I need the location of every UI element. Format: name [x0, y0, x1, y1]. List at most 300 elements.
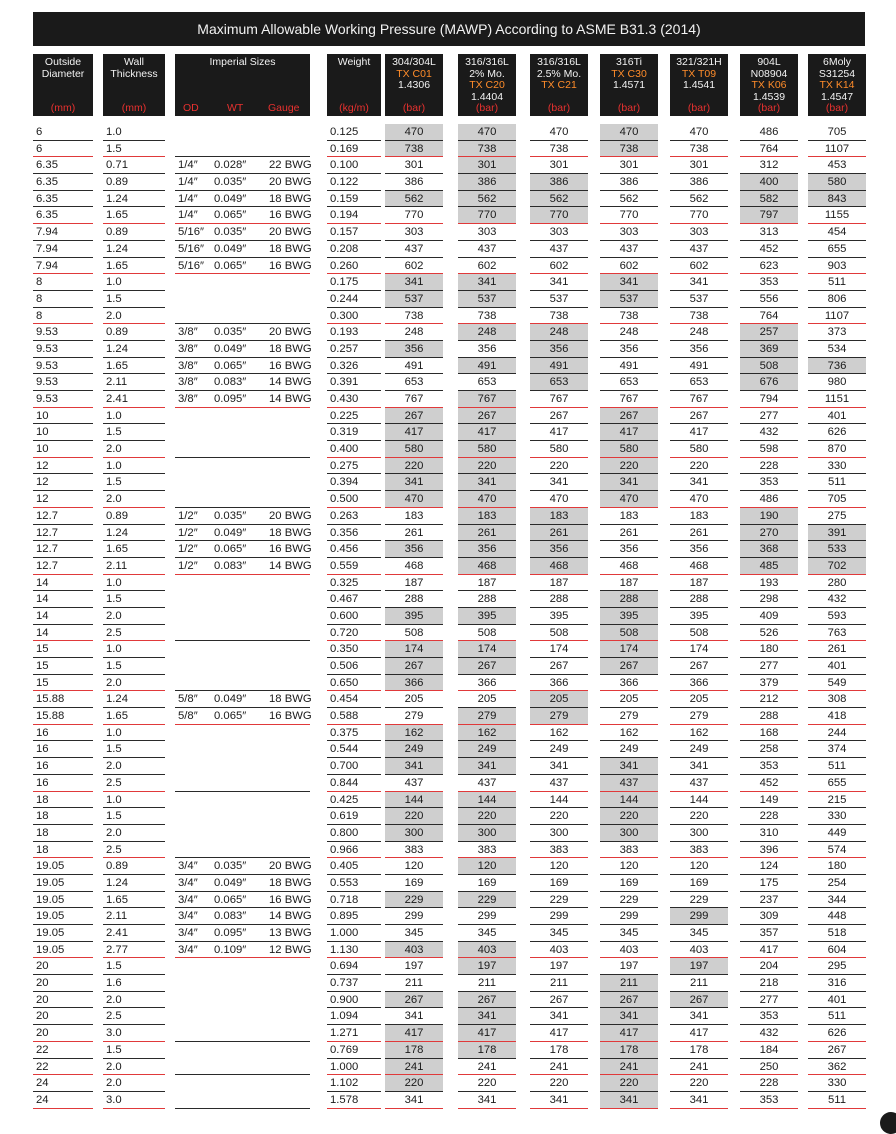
pressure-cell: 341 — [458, 758, 516, 775]
pressure-cell: 205 — [670, 691, 728, 708]
gauge-cell: 16 BWG — [266, 358, 310, 375]
pressure-cell: 277 — [740, 992, 798, 1009]
pressure-cell: 738 — [530, 308, 588, 325]
weight-cell: 0.257 — [327, 341, 381, 358]
wt-cell: 1.24 — [103, 875, 165, 892]
pressure-cell: 562 — [458, 191, 516, 208]
pressure-cell: 417 — [670, 1025, 728, 1042]
wt-cell: 2.41 — [103, 391, 165, 408]
pressure-cell: 770 — [600, 207, 658, 224]
pressure-cell: 454 — [808, 224, 866, 241]
pressure-cell: 220 — [458, 808, 516, 825]
pressure-cell: 705 — [808, 124, 866, 141]
pressure-cell: 452 — [740, 775, 798, 792]
od-cell: 20 — [33, 1025, 93, 1042]
pressure-cell: 980 — [808, 374, 866, 391]
imperial-od-cell — [175, 441, 310, 458]
pressure-cell: 124 — [740, 858, 798, 875]
pressure-cell: 582 — [740, 191, 798, 208]
pressure-cell: 316 — [808, 975, 866, 992]
pressure-cell: 341 — [530, 474, 588, 491]
pressure-cell: 220 — [385, 458, 443, 475]
imperial-wt-cell: 0.083″ — [211, 558, 266, 575]
pressure-cell: 178 — [600, 1042, 658, 1059]
weight-cell: 0.737 — [327, 975, 381, 992]
pressure-cell: 491 — [530, 358, 588, 375]
pressure-cell: 386 — [385, 174, 443, 191]
pressure-cell: 653 — [385, 374, 443, 391]
wt-cell: 0.89 — [103, 508, 165, 525]
wt-cell: 1.5 — [103, 1042, 165, 1059]
pressure-cell: 468 — [385, 558, 443, 575]
pressure-cell: 470 — [530, 124, 588, 141]
wt-cell: 2.0 — [103, 441, 165, 458]
wt-cell: 1.5 — [103, 958, 165, 975]
table-row — [0, 391, 896, 408]
pressure-cell: 437 — [670, 241, 728, 258]
gauge-cell: 20 BWG — [266, 174, 310, 191]
pressure-cell: 653 — [458, 374, 516, 391]
pressure-cell: 190 — [740, 508, 798, 525]
od-cell: 22 — [33, 1059, 93, 1076]
pressure-cell: 288 — [740, 708, 798, 725]
pressure-cell: 300 — [670, 825, 728, 842]
pressure-cell: 403 — [530, 942, 588, 959]
table-row — [0, 408, 896, 425]
imperial-od-cell: 1/4″ — [175, 207, 211, 224]
table-row — [0, 241, 896, 258]
od-cell: 15 — [33, 641, 93, 658]
weight-cell: 0.430 — [327, 391, 381, 408]
pressure-cell: 205 — [458, 691, 516, 708]
weight-cell: 0.425 — [327, 792, 381, 809]
table-row — [0, 675, 896, 692]
pressure-cell: 437 — [458, 241, 516, 258]
pressure-cell: 183 — [670, 508, 728, 525]
wt-cell: 1.0 — [103, 792, 165, 809]
weight-cell: 0.694 — [327, 958, 381, 975]
pressure-cell: 345 — [600, 925, 658, 942]
pressure-cell: 187 — [670, 575, 728, 592]
pressure-cell: 149 — [740, 792, 798, 809]
pressure-cell: 301 — [385, 157, 443, 174]
pressure-cell: 470 — [670, 491, 728, 508]
pressure-cell: 241 — [530, 1059, 588, 1076]
od-cell: 24 — [33, 1092, 93, 1109]
pressure-cell: 341 — [670, 1008, 728, 1025]
imperial-od-cell: 5/16″ — [175, 258, 211, 275]
gauge-cell: 14 BWG — [266, 391, 310, 408]
header-alloy-2 — [530, 54, 588, 116]
table-row — [0, 508, 896, 525]
pressure-cell: 248 — [458, 324, 516, 341]
pressure-cell: 470 — [600, 491, 658, 508]
od-cell: 24 — [33, 1075, 93, 1092]
od-cell: 7.94 — [33, 241, 93, 258]
pressure-cell: 491 — [600, 358, 658, 375]
pressure-cell: 356 — [458, 341, 516, 358]
pressure-cell: 580 — [530, 441, 588, 458]
pressure-cell: 220 — [600, 808, 658, 825]
weight-cell: 1.094 — [327, 1008, 381, 1025]
pressure-cell: 356 — [530, 541, 588, 558]
pressure-cell: 267 — [458, 658, 516, 675]
imperial-od-cell — [175, 491, 310, 508]
imperial-wt-cell: 0.049″ — [211, 191, 266, 208]
pressure-cell: 417 — [530, 424, 588, 441]
pressure-cell: 598 — [740, 441, 798, 458]
pressure-cell: 341 — [385, 1092, 443, 1109]
pressure-cell: 341 — [530, 1092, 588, 1109]
header-alloy-6 — [808, 54, 866, 116]
table-row — [0, 441, 896, 458]
pressure-cell: 212 — [740, 691, 798, 708]
od-cell: 18 — [33, 825, 93, 842]
od-cell: 12.7 — [33, 508, 93, 525]
pressure-cell: 602 — [670, 258, 728, 275]
weight-cell: 0.895 — [327, 908, 381, 925]
weight-cell: 0.400 — [327, 441, 381, 458]
alloy-code: TX K14 — [819, 79, 855, 91]
gauge-cell: 22 BWG — [266, 157, 310, 174]
pressure-cell: 279 — [670, 708, 728, 725]
pressure-cell: 806 — [808, 291, 866, 308]
pressure-cell: 341 — [530, 1008, 588, 1025]
pressure-cell: 168 — [740, 725, 798, 742]
weight-cell: 0.300 — [327, 308, 381, 325]
pressure-cell: 341 — [385, 758, 443, 775]
imperial-od-cell: 1/2″ — [175, 541, 211, 558]
pressure-cell: 448 — [808, 908, 866, 925]
weight-cell: 0.700 — [327, 758, 381, 775]
weight-cell: 0.100 — [327, 157, 381, 174]
pressure-cell: 437 — [530, 775, 588, 792]
header-weight — [327, 54, 381, 116]
od-cell: 18 — [33, 842, 93, 859]
pressure-cell: 178 — [385, 1042, 443, 1059]
table-row — [0, 825, 896, 842]
wt-cell: 1.0 — [103, 725, 165, 742]
wt-cell: 2.0 — [103, 675, 165, 692]
pressure-cell: 738 — [458, 141, 516, 158]
weight-cell: 0.263 — [327, 508, 381, 525]
pressure-cell: 770 — [670, 207, 728, 224]
imperial-od-cell: 1/4″ — [175, 157, 211, 174]
weight-cell: 0.500 — [327, 491, 381, 508]
weight-cell: 0.405 — [327, 858, 381, 875]
imperial-od-cell — [175, 658, 310, 675]
wt-cell: 2.0 — [103, 608, 165, 625]
imperial-wt-cell: 0.035″ — [211, 858, 266, 875]
pressure-cell: 205 — [385, 691, 443, 708]
pressure-cell: 374 — [808, 741, 866, 758]
pressure-cell: 120 — [600, 858, 658, 875]
pressure-cell: 403 — [385, 942, 443, 959]
imperial-od-cell — [175, 1059, 310, 1076]
pressure-cell: 162 — [600, 725, 658, 742]
pressure-cell: 383 — [530, 842, 588, 859]
imperial-od-cell — [175, 308, 310, 325]
imperial-od-cell — [175, 825, 310, 842]
pressure-cell: 341 — [385, 1008, 443, 1025]
pressure-cell: 279 — [458, 708, 516, 725]
od-cell: 9.53 — [33, 358, 93, 375]
od-cell: 6.35 — [33, 207, 93, 224]
header-outside-diameter — [33, 54, 93, 116]
weight-cell: 0.454 — [327, 691, 381, 708]
pressure-cell: 267 — [385, 992, 443, 1009]
alloy-unit: (bar) — [475, 101, 499, 114]
pressure-cell: 345 — [670, 925, 728, 942]
pressure-cell: 417 — [458, 424, 516, 441]
pressure-cell: 204 — [740, 958, 798, 975]
pressure-cell: 169 — [530, 875, 588, 892]
pressure-cell: 763 — [808, 625, 866, 642]
imperial-od-cell: 5/16″ — [175, 224, 211, 241]
pressure-cell: 218 — [740, 975, 798, 992]
pressure-cell: 468 — [670, 558, 728, 575]
pressure-cell: 341 — [670, 474, 728, 491]
pressure-cell: 767 — [385, 391, 443, 408]
pressure-cell: 267 — [530, 408, 588, 425]
pressure-cell: 288 — [530, 591, 588, 608]
header-alloy-4 — [670, 54, 728, 116]
imperial-od-cell — [175, 725, 310, 742]
pressure-cell: 534 — [808, 341, 866, 358]
pressure-cell: 738 — [600, 308, 658, 325]
pressure-cell: 417 — [670, 424, 728, 441]
pressure-cell: 300 — [600, 825, 658, 842]
pressure-cell: 187 — [458, 575, 516, 592]
gauge-cell: 18 BWG — [266, 241, 310, 258]
table-row — [0, 975, 896, 992]
pressure-cell: 261 — [600, 525, 658, 542]
pressure-cell: 169 — [670, 875, 728, 892]
od-cell: 12 — [33, 474, 93, 491]
pressure-cell: 417 — [600, 1025, 658, 1042]
pressure-cell: 341 — [670, 758, 728, 775]
wt-cell: 1.24 — [103, 191, 165, 208]
pressure-cell: 437 — [385, 241, 443, 258]
gauge-cell: 18 BWG — [266, 341, 310, 358]
pressure-cell: 211 — [458, 975, 516, 992]
wt-cell: 1.0 — [103, 575, 165, 592]
pressure-cell: 144 — [385, 792, 443, 809]
imperial-wt-cell: 0.065″ — [211, 892, 266, 909]
alloy-number: 1.4547 — [820, 90, 854, 103]
wt-cell: 1.24 — [103, 241, 165, 258]
pressure-cell: 655 — [808, 775, 866, 792]
pressure-cell: 357 — [740, 925, 798, 942]
pressure-cell: 229 — [670, 892, 728, 909]
table-row — [0, 608, 896, 625]
od-cell: 8 — [33, 274, 93, 291]
pressure-cell: 537 — [600, 291, 658, 308]
pressure-cell: 300 — [385, 825, 443, 842]
table-row — [0, 691, 896, 708]
weight-cell: 1.102 — [327, 1075, 381, 1092]
imperial-od-cell — [175, 124, 310, 141]
pressure-cell: 220 — [670, 1075, 728, 1092]
pressure-cell: 341 — [600, 758, 658, 775]
header-weight-unit: (kg/m) — [339, 101, 369, 114]
weight-cell: 0.769 — [327, 1042, 381, 1059]
pressure-cell: 178 — [530, 1042, 588, 1059]
pressure-cell: 437 — [600, 241, 658, 258]
pressure-cell: 309 — [740, 908, 798, 925]
pressure-cell: 258 — [740, 741, 798, 758]
imperial-wt-cell: 0.065″ — [211, 708, 266, 725]
table-row — [0, 174, 896, 191]
pressure-cell: 341 — [670, 1092, 728, 1109]
pressure-cell: 162 — [530, 725, 588, 742]
od-cell: 20 — [33, 975, 93, 992]
alloy-name: 904L N08904 — [750, 56, 788, 80]
weight-cell: 0.391 — [327, 374, 381, 391]
header-wt-label: Wall Thickness — [110, 56, 158, 80]
pressure-cell: 341 — [600, 1092, 658, 1109]
pressure-cell: 580 — [808, 174, 866, 191]
weight-cell: 0.456 — [327, 541, 381, 558]
table-row — [0, 341, 896, 358]
pressure-cell: 341 — [600, 274, 658, 291]
imperial-od-cell — [175, 775, 310, 792]
table-row — [0, 858, 896, 875]
alloy-code: TX C30 — [611, 67, 647, 80]
pressure-cell: 468 — [530, 558, 588, 575]
table-row — [0, 274, 896, 291]
gauge-cell: 16 BWG — [266, 258, 310, 275]
pressure-cell: 702 — [808, 558, 866, 575]
weight-cell: 0.350 — [327, 641, 381, 658]
pressure-cell: 705 — [808, 491, 866, 508]
pressure-cell: 341 — [458, 474, 516, 491]
pressure-cell: 843 — [808, 191, 866, 208]
pressure-cell: 250 — [740, 1059, 798, 1076]
pressure-cell: 356 — [385, 541, 443, 558]
pressure-cell: 180 — [808, 858, 866, 875]
pressure-cell: 220 — [385, 808, 443, 825]
pressure-cell: 299 — [385, 908, 443, 925]
pressure-cell: 249 — [600, 741, 658, 758]
pressure-cell: 120 — [670, 858, 728, 875]
pressure-cell: 369 — [740, 341, 798, 358]
pressure-cell: 383 — [385, 842, 443, 859]
pressure-cell: 174 — [600, 641, 658, 658]
od-cell: 9.53 — [33, 324, 93, 341]
pressure-cell: 362 — [808, 1059, 866, 1076]
pressure-cell: 205 — [600, 691, 658, 708]
wt-cell: 2.0 — [103, 1059, 165, 1076]
pressure-cell: 288 — [385, 591, 443, 608]
alloy-code: TX C21 — [541, 79, 577, 91]
pressure-cell: 280 — [808, 575, 866, 592]
pressure-cell: 244 — [808, 725, 866, 742]
pressure-cell: 391 — [808, 525, 866, 542]
pressure-cell: 174 — [385, 641, 443, 658]
imperial-od-cell — [175, 291, 310, 308]
wt-cell: 1.65 — [103, 541, 165, 558]
gauge-cell: 20 BWG — [266, 508, 310, 525]
pressure-cell: 401 — [808, 992, 866, 1009]
pressure-cell: 537 — [670, 291, 728, 308]
imperial-od-cell: 3/8″ — [175, 358, 211, 375]
alloy-number: 1.4541 — [682, 79, 716, 91]
pressure-cell: 267 — [530, 992, 588, 1009]
od-cell: 12.7 — [33, 525, 93, 542]
pressure-cell: 301 — [458, 157, 516, 174]
table-row — [0, 358, 896, 375]
pressure-cell: 267 — [670, 992, 728, 1009]
pressure-cell: 220 — [530, 808, 588, 825]
pressure-cell: 228 — [740, 458, 798, 475]
page-corner-mark — [880, 1112, 896, 1134]
alloy-unit: (bar) — [757, 101, 781, 114]
imperial-wt-cell: 0.095″ — [211, 925, 266, 942]
wt-cell: 0.71 — [103, 157, 165, 174]
pressure-cell: 738 — [600, 141, 658, 158]
pressure-cell: 248 — [600, 324, 658, 341]
imperial-wt-cell: 0.049″ — [211, 241, 266, 258]
pressure-cell: 229 — [458, 892, 516, 909]
pressure-cell: 353 — [740, 274, 798, 291]
weight-cell: 0.194 — [327, 207, 381, 224]
pressure-cell: 738 — [530, 141, 588, 158]
imperial-od-cell: 3/8″ — [175, 324, 211, 341]
pressure-cell: 180 — [740, 641, 798, 658]
pressure-cell: 738 — [385, 141, 443, 158]
pressure-cell: 738 — [385, 308, 443, 325]
wt-cell: 2.77 — [103, 942, 165, 959]
pressure-cell: 249 — [458, 741, 516, 758]
pressure-cell: 366 — [385, 675, 443, 692]
pressure-cell: 312 — [740, 157, 798, 174]
pressure-cell: 341 — [530, 274, 588, 291]
imperial-od-cell — [175, 591, 310, 608]
weight-cell: 0.467 — [327, 591, 381, 608]
imperial-od-cell: 3/4″ — [175, 942, 211, 959]
pressure-cell: 261 — [385, 525, 443, 542]
weight-cell: 0.900 — [327, 992, 381, 1009]
header-imperial-wt: WT — [227, 101, 244, 114]
pressure-cell: 299 — [600, 908, 658, 925]
gauge-cell: 16 BWG — [266, 207, 310, 224]
od-cell: 22 — [33, 1042, 93, 1059]
pressure-cell: 308 — [808, 691, 866, 708]
table-row — [0, 308, 896, 325]
wt-cell: 2.0 — [103, 491, 165, 508]
imperial-od-cell: 5/16″ — [175, 241, 211, 258]
alloy-name: 6Moly S31254 — [818, 56, 856, 80]
od-cell: 14 — [33, 625, 93, 642]
pressure-cell: 220 — [458, 458, 516, 475]
pressure-cell: 437 — [600, 775, 658, 792]
imperial-od-cell: 3/8″ — [175, 341, 211, 358]
gauge-cell: 20 BWG — [266, 224, 310, 241]
pressure-cell: 261 — [458, 525, 516, 542]
pressure-cell: 300 — [530, 825, 588, 842]
pressure-cell: 120 — [530, 858, 588, 875]
od-cell: 19.05 — [33, 942, 93, 959]
table-row — [0, 1075, 896, 1092]
wt-cell: 3.0 — [103, 1025, 165, 1042]
weight-cell: 0.125 — [327, 124, 381, 141]
header-imperial-label: Imperial Sizes — [209, 56, 276, 68]
imperial-wt-cell: 0.065″ — [211, 358, 266, 375]
wt-cell: 2.41 — [103, 925, 165, 942]
pressure-cell: 508 — [458, 625, 516, 642]
pressure-cell: 738 — [670, 308, 728, 325]
